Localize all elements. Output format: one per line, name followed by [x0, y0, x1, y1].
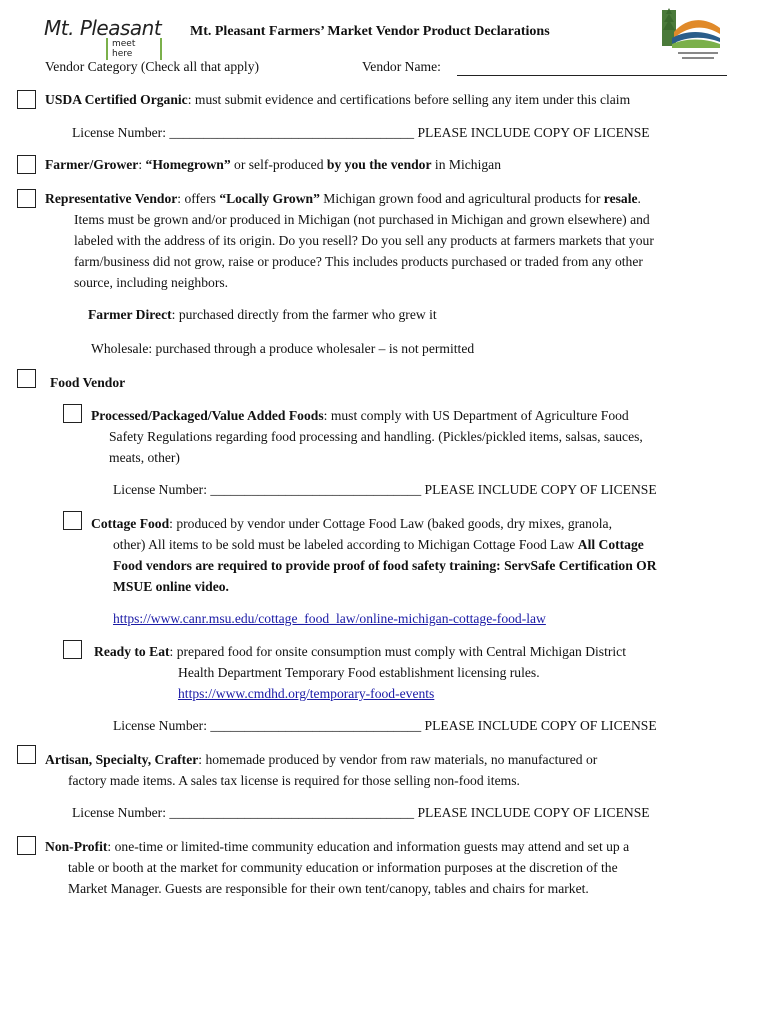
vendor-name-label: Vendor Name: — [362, 59, 441, 74]
artisan-license-field[interactable]: ____________________________________ — [169, 805, 415, 820]
food-vendor-heading: Food Vendor — [50, 375, 126, 390]
non-profit-checkbox[interactable] — [17, 836, 36, 855]
processed-license-row: License Number: _______________________________ PLEASE INCLUDE COPY OF LICENSE — [113, 482, 657, 497]
usda-organic-text: USDA Certified Organic: must submit evidence and certifications before selling any item under this claim — [45, 92, 631, 107]
usda-license-field[interactable]: ____________________________________ — [169, 125, 415, 140]
representative-vendor-line-5: source, including neighbors. — [74, 275, 229, 290]
artisan-license-row: License Number: ____________________________________ PLEASE INCLUDE COPY OF LICENSE — [72, 805, 650, 820]
artisan-crafter-text: Artisan, Specialty, Crafter: homemade produced by vendor from raw materials, no manufactured or — [45, 752, 598, 767]
ready-to-eat-checkbox[interactable] — [63, 640, 82, 659]
non-profit-text: Non-Profit: one-time or limited-time community education and information guests may attend and set up a — [45, 839, 630, 854]
representative-vendor-line-3: labeled with the address of its origin. Do you resell? Do you sell any products at farmers markets that your — [74, 233, 654, 248]
artisan-crafter-checkbox[interactable] — [17, 745, 36, 764]
representative-vendor-checkbox[interactable] — [17, 189, 36, 208]
usda-license-row: License Number: ____________________________________ PLEASE INCLUDE COPY OF LICENSE — [72, 125, 650, 140]
cottage-food-line-2: other) All items to be sold must be labeled according to Michigan Cottage Food Law All Cottage — [113, 537, 644, 552]
non-profit-line-3: Market Manager. Guests are responsible for their own tent/canopy, tables and chairs for market. — [68, 881, 589, 896]
food-vendor-checkbox[interactable] — [17, 369, 36, 388]
representative-vendor-text: Representative Vendor: offers “Locally Grown” Michigan grown food and agricultural products for resale. — [45, 191, 641, 206]
cmdhd-temporary-food-link[interactable]: https://www.cmdhd.org/temporary-food-events — [178, 686, 435, 701]
processed-foods-line-2: Safety Regulations regarding food processing and handling. (Pickles/pickled items, salsas, sauces, — [109, 429, 643, 444]
artisan-crafter-line-2: factory made items. A sales tax license is required for those selling non-food items. — [68, 773, 520, 788]
logo-script-text: Mt. Pleasant — [44, 16, 162, 40]
representative-vendor-line-4: farm/business did not grow, raise or produce? This includes products purchased or traded from any other — [74, 254, 643, 269]
cottage-food-law-link[interactable]: https://www.canr.msu.edu/cottage_food_law/online-michigan-cottage-food-law — [113, 611, 546, 626]
cottage-food-line-4: MSUE online video. — [113, 579, 229, 594]
processed-license-field[interactable]: _______________________________ — [210, 482, 422, 497]
cottage-food-checkbox[interactable] — [63, 511, 82, 530]
farmer-grower-text: Farmer/Grower: “Homegrown” or self-produced by you the vendor in Michigan — [45, 157, 501, 172]
usda-organic-checkbox[interactable] — [17, 90, 36, 109]
logo-caption-line — [678, 52, 718, 54]
ready-license-field[interactable]: _______________________________ — [210, 718, 422, 733]
ready-to-eat-line-2: Health Department Temporary Food establishment licensing rules. — [178, 665, 540, 680]
vendor-category-label: Vendor Category (Check all that apply) — [45, 59, 260, 74]
page-title: Mt. Pleasant Farmers’ Market Vendor Product Declarations — [190, 24, 550, 39]
cottage-food-line-3: Food vendors are required to provide proof of food safety training: ServSafe Certification OR — [113, 558, 657, 573]
processed-foods-text: Processed/Packaged/Value Added Foods: must comply with US Department of Agriculture Food — [91, 408, 629, 423]
processed-foods-line-3: meats, other) — [109, 450, 180, 465]
representative-vendor-line-2: Items must be grown and/or produced in Michigan (not purchased in Michigan and grown elsewhere) and — [74, 212, 650, 227]
farmer-direct-text: Farmer Direct: purchased directly from the farmer who grew it — [88, 307, 437, 322]
non-profit-line-2: table or booth at the market for community education or information purposes at the discretion of the — [68, 860, 618, 875]
farmers-market-logo — [660, 8, 722, 64]
processed-foods-checkbox[interactable] — [63, 404, 82, 423]
vendor-name-field[interactable] — [457, 75, 727, 76]
ready-to-eat-text: Ready to Eat: prepared food for onsite consumption must comply with Central Michigan District — [94, 644, 626, 659]
ready-license-row: License Number: _______________________________ PLEASE INCLUDE COPY OF LICENSE — [113, 718, 657, 733]
logo-caption-line-2 — [682, 57, 714, 59]
farmer-grower-checkbox[interactable] — [17, 155, 36, 174]
wholesale-text: Wholesale: purchased through a produce wholesaler – is not permitted — [91, 341, 475, 356]
logo-tagline: meet here — [106, 38, 162, 60]
mt-pleasant-logo — [44, 14, 162, 58]
cottage-food-text: Cottage Food: produced by vendor under Cottage Food Law (baked goods, dry mixes, granola, — [91, 516, 612, 531]
